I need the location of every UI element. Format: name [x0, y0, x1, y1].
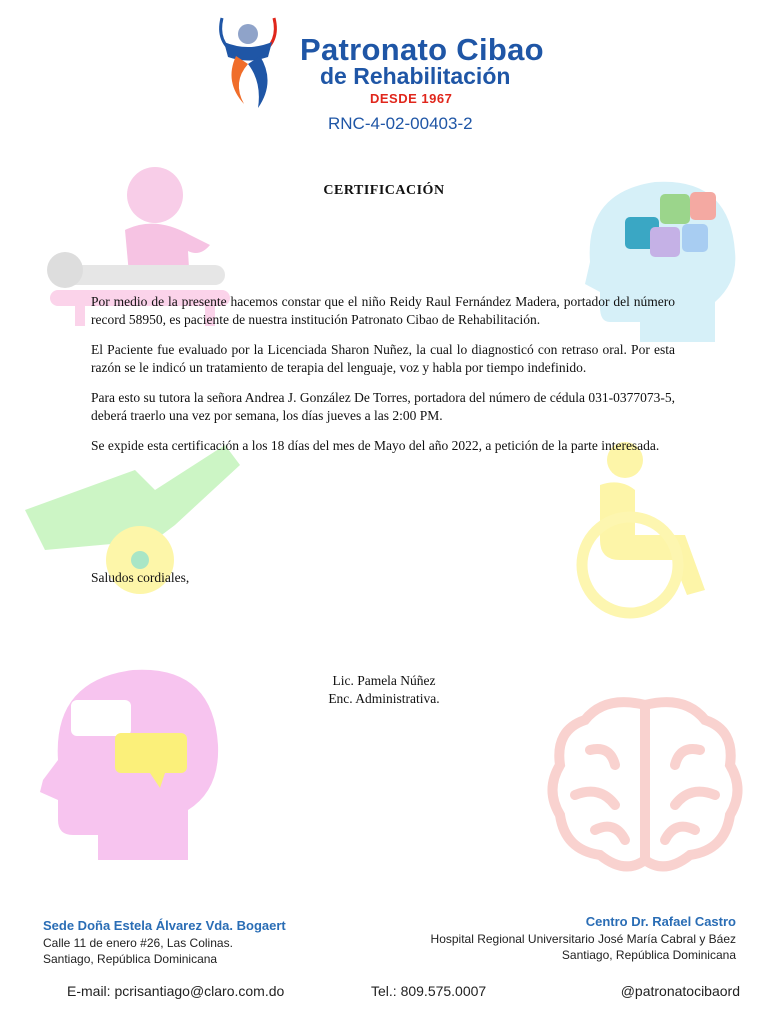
org-subtitle: de Rehabilitación [320, 63, 511, 89]
signer-role: Enc. Administrativa. [328, 691, 440, 706]
footer-social: @patronatocibaord [620, 983, 740, 999]
footer-left-line2: Santiago, República Dominicana [43, 952, 218, 966]
wheelchair-icon [575, 440, 735, 620]
document-body [91, 293, 675, 467]
rnc-number: RNC-4-02-00403-2 [328, 114, 473, 133]
body-paragraph: Por medio de la presente hacemos constar que el niño Reidy Raul Fernández Madera, portador del número record 58950, es paciente de nuestra institución Patronato Cibao de Rehabilitación. [91, 294, 675, 327]
footer-phone: Tel.: 809.575.0007 [371, 983, 487, 999]
signature-block [0, 672, 768, 708]
footer-left-address [43, 918, 286, 967]
brain-icon [545, 690, 745, 880]
footer-right-address [431, 914, 736, 963]
footer-right-line2: Santiago, República Dominicana [561, 948, 736, 962]
org-name: Patronato Cibao [300, 32, 544, 67]
footer-left-line1: Calle 11 de enero #26, Las Colinas. [43, 936, 233, 950]
footer-right-heading: Centro Dr. Rafael Castro [585, 914, 736, 929]
patronato-logo-icon [214, 12, 282, 112]
footer-email: E-mail: pcrisantiago@claro.com.do [67, 983, 285, 999]
body-paragraph: Se expide esta certificación a los 18 días del mes de Mayo del año 2022, a petición de la parte interesada. [91, 438, 660, 453]
footer-right-line1: Hospital Regional Universitario José María Cabral y Báez [430, 932, 736, 946]
org-since: DESDE 1967 [370, 91, 453, 106]
signer-name: Lic. Pamela Núñez [332, 673, 436, 688]
body-paragraph: Para esto su tutora la señora Andrea J. González De Torres, portadora del número de cédula 031-0377073-5, deberá traerlo una vez por semana, los días jueves a las 2:00 PM. [91, 390, 675, 423]
greeting: Saludos cordiales, [91, 570, 190, 585]
body-paragraph: El Paciente fue evaluado por la Licenciada Sharon Nuñez, la cual lo diagnosticó con retraso oral. Por esta razón se le indicó un tratamiento de terapia del lenguaje, voz y habla por tiempo indefinido. [91, 342, 675, 375]
footer-left-heading: Sede Doña Estela Álvarez Vda. Bogaert [43, 918, 286, 933]
document-title: CERTIFICACIÓN [323, 183, 445, 198]
